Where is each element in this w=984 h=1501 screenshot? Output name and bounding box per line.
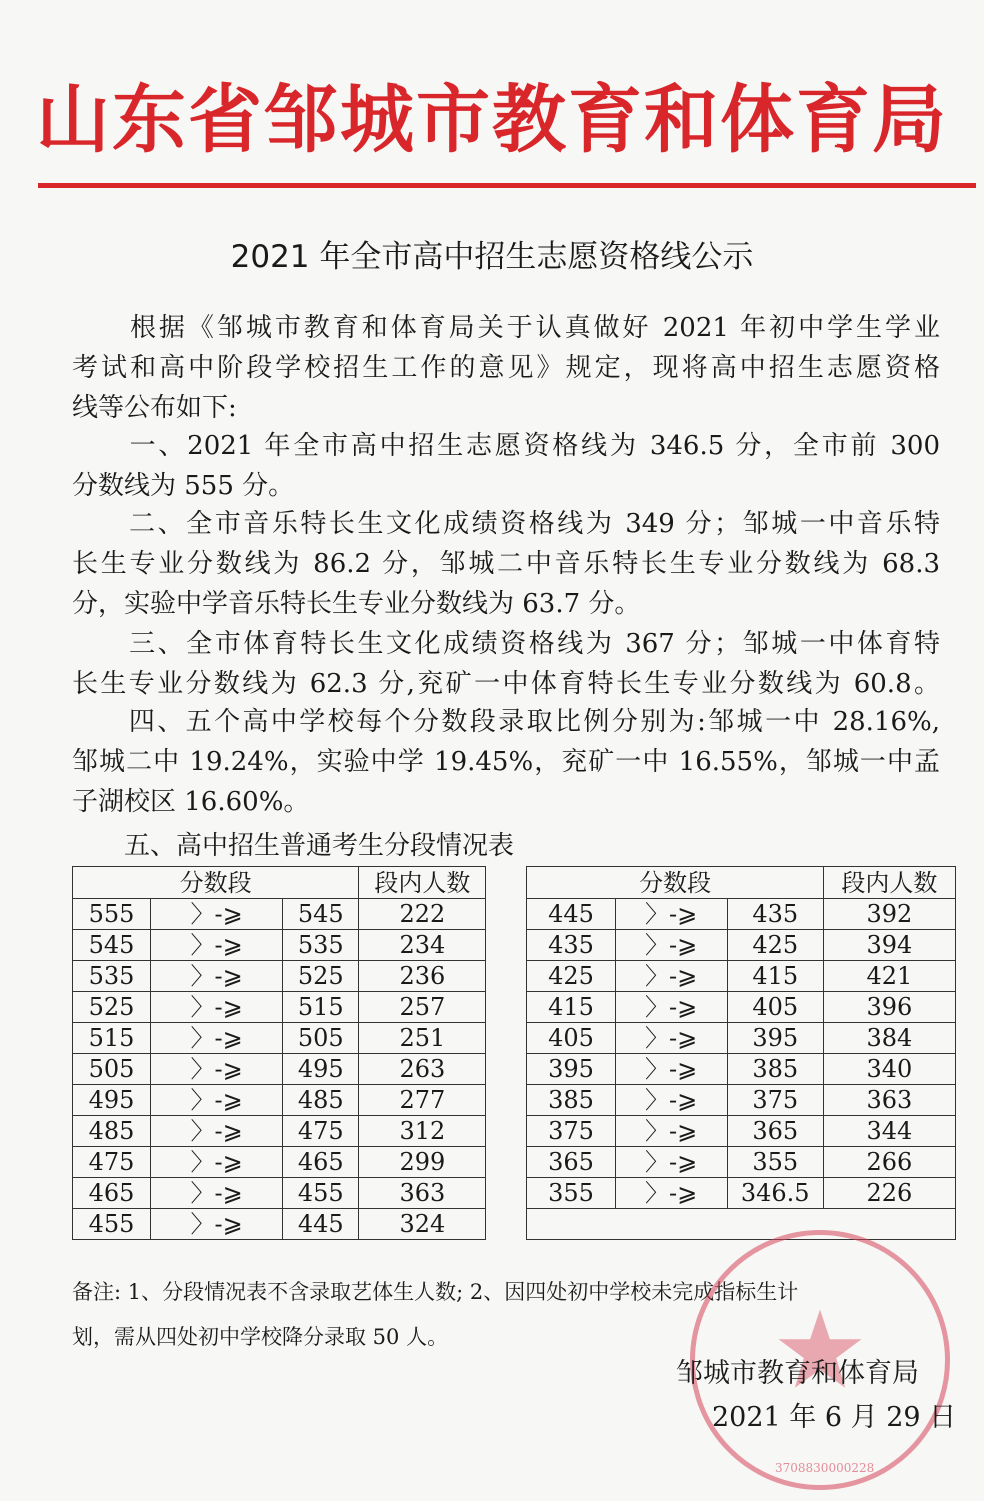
range-to: 346.5 [727,1178,823,1209]
range-symbol: 〉-⩾ [615,1147,727,1178]
signature-org: 邹城市教育和体育局 [676,1358,919,1389]
range-symbol: 〉-⩾ [615,961,727,992]
table-row [73,1147,956,1178]
paragraph-line: 分数线为 555 分。 [72,471,295,501]
range-from: 555 [73,899,151,930]
table-row [73,961,956,992]
range-to: 385 [727,1054,823,1085]
range-symbol: 〉-⩾ [151,961,283,992]
count-cell: 299 [359,1147,486,1178]
count-cell: 392 [823,899,955,930]
range-from: 425 [527,961,615,992]
header-count: 段内人数 [359,867,486,899]
range-to: 535 [283,930,359,961]
range-to: 495 [283,1054,359,1085]
range-symbol: 〉-⩾ [151,1209,283,1240]
range-symbol: 〉-⩾ [151,1147,283,1178]
table-row [73,1178,956,1209]
range-to: 465 [283,1147,359,1178]
paragraph-line: 分，实验中学音乐特长生专业分数线为 63.7 分。 [72,589,641,619]
range-from: 375 [527,1116,615,1147]
count-cell: 226 [823,1178,955,1209]
paragraph-line: 子湖校区 16.60%。 [72,787,310,817]
count-cell: 277 [359,1085,486,1116]
paragraph-line: 长生专业分数线为 86.2 分，邹城二中音乐特长生专业分数线为 68.3 [72,549,940,579]
gap-cell [486,899,527,930]
range-from: 515 [73,1023,151,1054]
paragraph-line: 一、2021 年全市高中招生志愿资格线为 346.5 分，全市前 300 [72,431,940,461]
header-range: 分数段 [527,867,823,899]
range-from: 525 [73,992,151,1023]
range-to: 415 [727,961,823,992]
range-from: 395 [527,1054,615,1085]
range-symbol: 〉-⩾ [151,1178,283,1209]
range-to: 425 [727,930,823,961]
range-symbol: 〉-⩾ [151,1116,283,1147]
count-cell: 344 [823,1116,955,1147]
count-cell: 396 [823,992,955,1023]
paragraph-line: 五、高中招生普通考生分段情况表 [72,831,515,861]
gap-cell [486,992,527,1023]
range-to: 505 [283,1023,359,1054]
range-to: 545 [283,899,359,930]
count-cell: 266 [823,1147,955,1178]
count-cell: 340 [823,1054,955,1085]
range-symbol: 〉-⩾ [151,1023,283,1054]
letterhead-rule [38,183,976,188]
paragraph-line: 线等公布如下: [72,393,237,423]
note-line: 划，需从四处初中学校降分录取 50 人。 [72,1325,449,1349]
range-symbol: 〉-⩾ [615,899,727,930]
paragraph-line: 邹城二中 19.24%，实验中学 19.45%，兖矿一中 16.55%，邹城一中孟 [72,747,940,777]
seal-code: 3708830000228 [775,1461,875,1475]
paragraph-line: 四、五个高中学校每个分数段录取比例分别为:邹城一中 28.16%, [72,707,940,737]
range-symbol: 〉-⩾ [151,899,283,930]
gap-cell [486,1054,527,1085]
empty-cell [527,1209,956,1240]
range-to: 525 [283,961,359,992]
range-symbol: 〉-⩾ [615,1023,727,1054]
count-cell: 263 [359,1054,486,1085]
range-symbol: 〉-⩾ [151,992,283,1023]
count-cell: 234 [359,930,486,961]
count-cell: 236 [359,961,486,992]
count-cell: 257 [359,992,486,1023]
range-to: 405 [727,992,823,1023]
table-row [73,1085,956,1116]
gap-cell [486,1023,527,1054]
range-from: 445 [527,899,615,930]
count-cell: 384 [823,1023,955,1054]
document-title: 2021 年全市高中招生志愿资格线公示 [230,239,754,275]
range-from: 535 [73,961,151,992]
gap-cell [486,930,527,961]
letterhead-title: 山东省邹城市教育和体育局 [36,77,948,163]
range-to: 455 [283,1178,359,1209]
range-from: 495 [73,1085,151,1116]
range-from: 355 [527,1178,615,1209]
table-row [73,930,956,961]
range-to: 435 [727,899,823,930]
range-to: 375 [727,1085,823,1116]
gap-cell [486,867,527,899]
paragraph-line: 长生专业分数线为 62.3 分,兖矿一中体育特长生专业分数线为 60.8。 [72,669,940,699]
table-header-row [73,867,956,899]
range-symbol: 〉-⩾ [615,1178,727,1209]
count-cell: 363 [359,1178,486,1209]
score-distribution-table [72,866,956,1240]
count-cell: 251 [359,1023,486,1054]
count-cell: 421 [823,961,955,992]
range-from: 435 [527,930,615,961]
range-to: 475 [283,1116,359,1147]
gap-cell [486,1116,527,1147]
paragraph-line: 考试和高中阶段学校招生工作的意见》规定，现将高中招生志愿资格 [72,353,940,383]
range-to: 485 [283,1085,359,1116]
range-symbol: 〉-⩾ [615,930,727,961]
header-count: 段内人数 [823,867,955,899]
range-to: 445 [283,1209,359,1240]
range-symbol: 〉-⩾ [151,1054,283,1085]
signature-date: 2021 年 6 月 29 日 [712,1402,957,1433]
gap-cell [486,1209,527,1240]
range-from: 455 [73,1209,151,1240]
range-to: 365 [727,1116,823,1147]
range-from: 545 [73,930,151,961]
range-from: 405 [527,1023,615,1054]
range-symbol: 〉-⩾ [615,1116,727,1147]
range-from: 485 [73,1116,151,1147]
table-row [73,992,956,1023]
range-to: 395 [727,1023,823,1054]
header-range: 分数段 [73,867,359,899]
gap-cell [486,1085,527,1116]
range-from: 415 [527,992,615,1023]
range-from: 385 [527,1085,615,1116]
range-from: 365 [527,1147,615,1178]
range-symbol: 〉-⩾ [151,930,283,961]
range-from: 505 [73,1054,151,1085]
count-cell: 222 [359,899,486,930]
count-cell: 312 [359,1116,486,1147]
table-row [73,1116,956,1147]
table-row [73,899,956,930]
gap-cell [486,961,527,992]
gap-cell [486,1147,527,1178]
count-cell: 394 [823,930,955,961]
count-cell: 324 [359,1209,486,1240]
paragraph-line: 二、全市音乐特长生文化成绩资格线为 349 分；邹城一中音乐特 [72,509,940,539]
count-cell: 363 [823,1085,955,1116]
range-symbol: 〉-⩾ [615,992,727,1023]
range-to: 515 [283,992,359,1023]
range-to: 355 [727,1147,823,1178]
paragraph-line: 三、全市体育特长生文化成绩资格线为 367 分；邹城一中体育特 [72,629,940,659]
range-symbol: 〉-⩾ [151,1085,283,1116]
note-line: 备注: 1、分段情况表不含录取艺体生人数; 2、因四处初中学校未完成指标生计 [72,1280,799,1304]
range-from: 465 [73,1178,151,1209]
range-from: 475 [73,1147,151,1178]
paragraph-line: 根据《邹城市教育和体育局关于认真做好 2021 年初中学生学业 [72,313,940,343]
range-symbol: 〉-⩾ [615,1054,727,1085]
gap-cell [486,1178,527,1209]
table-row [73,1054,956,1085]
table-row [73,1023,956,1054]
range-symbol: 〉-⩾ [615,1085,727,1116]
